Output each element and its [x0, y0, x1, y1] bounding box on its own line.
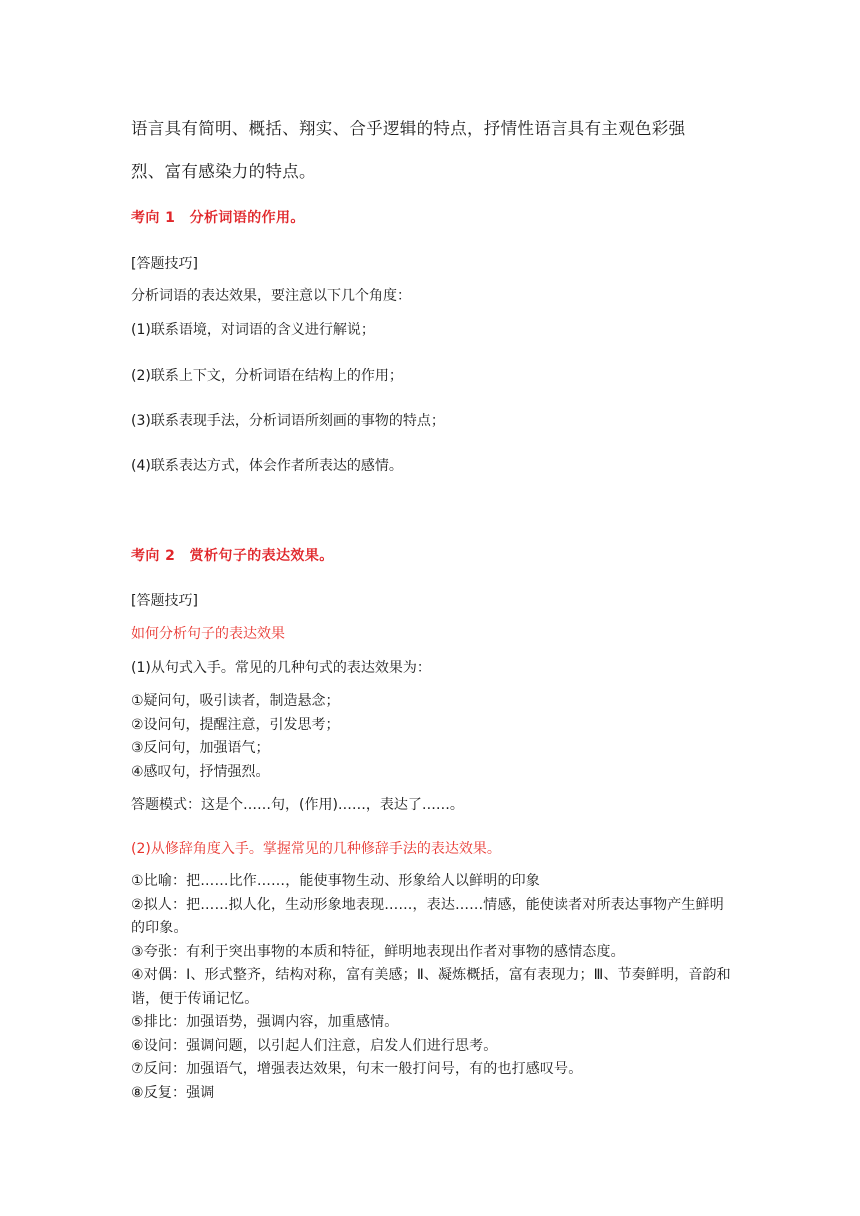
section1-point-4: (4)联系表达方式，体会作者所表达的感情。: [131, 458, 403, 474]
section1-point-3: (3)联系表现手法，分析词语所刻画的事物的特点；: [131, 413, 445, 429]
rhetoric-item-rhetorical-question: ⑥设问：强调问题，以引起人们注意，启发人们进行思考。: [131, 1037, 498, 1054]
section2-heading: 考向 2 赏析句子的表达效果。: [131, 548, 334, 564]
section1-point-2: (2)联系上下文，分析词语在结构上的作用；: [131, 368, 403, 384]
rhetoric-item-counter-question: ⑦反问：加强语气，增强表达效果，句末一般打问号，有的也打感叹号。: [131, 1061, 583, 1077]
section2-subtitle: 如何分析句子的表达效果: [131, 626, 285, 642]
sentence-type-4: ④感叹句，抒情强烈。: [131, 764, 270, 780]
section2-tip-label: [答题技巧]: [131, 593, 198, 609]
section1-point-1: (1)联系语境，对词语的含义进行解说；: [131, 322, 375, 338]
intro-line-2: 烈、富有感染力的特点。: [131, 162, 316, 181]
rhetoric-item-simile: ①比喻：把……比作……，能使事物生动、形象给人以鲜明的印象: [131, 873, 540, 889]
rhetoric-item-antithesis: ④对偶：Ⅰ、形式整齐，结构对称，富有美感；Ⅱ、凝炼概括，富有表现力；Ⅲ、节奏鲜明，音韵和谐，便于传诵记忆。: [131, 967, 731, 1007]
answer-template: 答题模式：这是个……句，(作用)……，表达了……。: [131, 797, 464, 813]
rhetoric-item-parallelism: ⑤排比：加强语势，强调内容，加重感情。: [131, 1014, 399, 1030]
section1-heading: 考向 1 分析词语的作用。: [131, 210, 305, 226]
section1-intro: 分析词语的表达效果，要注意以下几个角度：: [131, 288, 411, 304]
rhetoric-list: [131, 870, 733, 1105]
section2-part2-title: (2)从修辞角度入手。掌握常见的几种修辞手法的表达效果。: [131, 841, 501, 857]
section2-part1-title: (1)从句式入手。常见的几种句式的表达效果为：: [131, 660, 431, 676]
rhetoric-item-personification: ②拟人：把……拟人化，生动形象地表现……，表达……情感，能使读者对所表达事物产生鲜明的印象。: [131, 896, 724, 936]
sentence-type-2: ②设问句，提醒注意，引发思考；: [131, 717, 340, 733]
rhetoric-item-repetition: ⑧反复：强调: [131, 1084, 215, 1101]
section1-tip-label: [答题技巧]: [131, 256, 198, 272]
sentence-type-1: ①疑问句，吸引读者，制造悬念；: [131, 693, 340, 709]
intro-line-1: 语言具有简明、概括、翔实、合乎逻辑的特点，抒情性语言具有主观色彩强: [131, 119, 686, 138]
sentence-type-3: ③反问句，加强语气；: [131, 740, 270, 756]
rhetoric-item-hyperbole: ③夸张：有利于突出事物的本质和特征，鲜明地表现出作者对事物的感情态度。: [131, 943, 625, 960]
